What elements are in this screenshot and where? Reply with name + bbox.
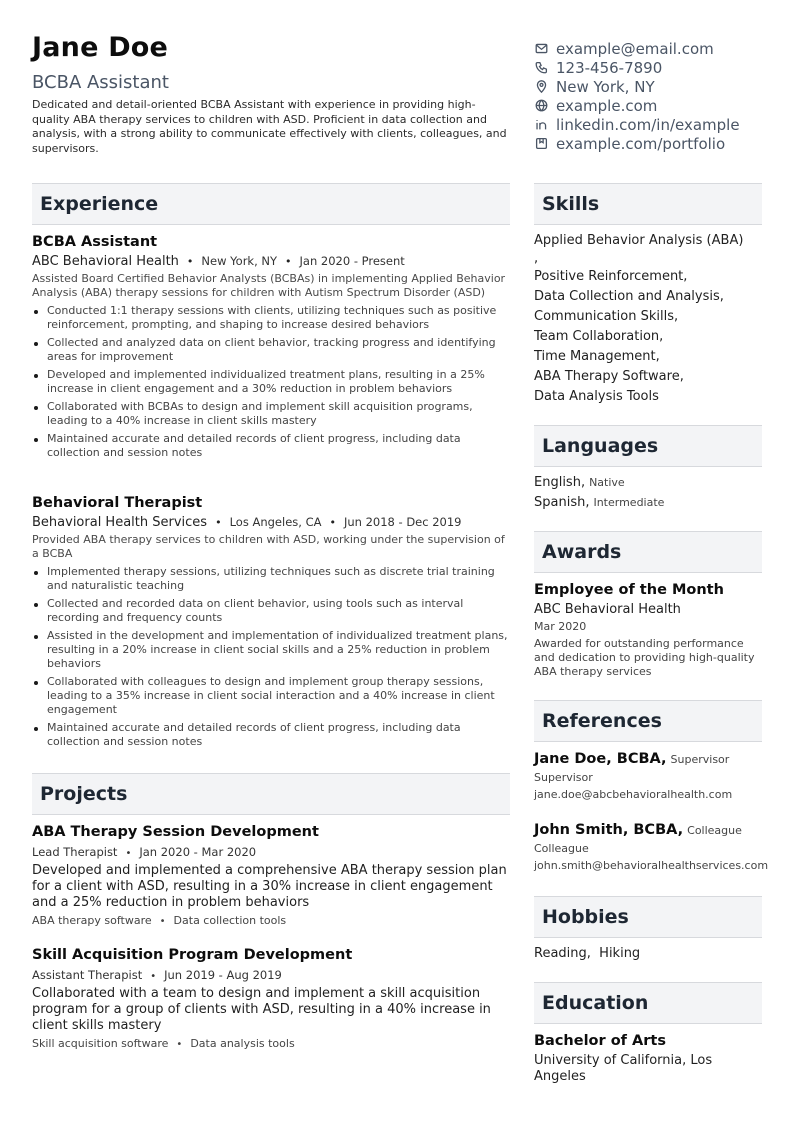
project-title: Skill Acquisition Program Development <box>32 947 353 963</box>
skills-list <box>534 231 743 407</box>
contact-email-text: example@email.com <box>556 39 714 58</box>
section-references-heading: References <box>534 700 762 742</box>
project-role: Lead Therapist <box>32 845 118 859</box>
language-item <box>534 493 664 513</box>
skill-item: Data Collection and Analysis, <box>534 289 724 304</box>
education-school: University of California, Los Angeles <box>534 1053 713 1084</box>
job-location: New York, NY <box>201 254 278 268</box>
reference-role: Supervisor <box>670 753 730 766</box>
phone-icon <box>534 61 548 75</box>
award-title: Employee of the Month <box>534 582 724 598</box>
candidate-title: BCBA Assistant <box>32 72 169 93</box>
skill-item: , <box>534 251 539 266</box>
mail-icon <box>534 42 548 56</box>
job-bullet: Developed and implemented individualized treatment plans, resulting in a 25% increase in client engagement and a 30% reduction in problem behaviors <box>32 368 510 396</box>
project-meta: Assistant Therapist • Jun 2019 - Aug 2019 <box>32 968 282 982</box>
skill-item: Time Management, <box>534 349 660 364</box>
skill-item: Team Collaboration, <box>534 329 664 344</box>
project-2 <box>32 947 510 1050</box>
language-name: Spanish, <box>534 495 590 510</box>
reference-role: Colleague <box>687 824 742 837</box>
section-languages-heading: Languages <box>534 425 762 467</box>
job-title: Behavioral Therapist <box>32 495 203 511</box>
project-tag: Skill acquisition software <box>32 1037 169 1050</box>
job-description: Provided ABA therapy services to children with ASD, working under the supervision of a BCBA <box>32 533 505 560</box>
job-title: BCBA Assistant <box>32 234 158 250</box>
job-1 <box>32 234 510 464</box>
linkedin-icon <box>534 118 548 132</box>
job-dates: Jan 2020 - Present <box>299 254 405 268</box>
project-role: Assistant Therapist <box>32 968 143 982</box>
reference-subtitle: Supervisor <box>534 771 593 784</box>
hobbies-list: Reading, Hiking <box>534 946 641 961</box>
reference-email[interactable]: john.smith@behavioralhealthservices.com <box>534 859 769 872</box>
reference-2 <box>534 822 768 872</box>
award-1 <box>534 582 762 679</box>
job-bullet: Collaborated with BCBAs to design and implement skill acquisition programs, leading to a 40% increase in client skills mastery <box>32 400 510 428</box>
reference-1 <box>534 751 732 801</box>
job-company: Behavioral Health Services <box>32 515 208 530</box>
section-education-heading: Education <box>534 982 762 1024</box>
languages-list <box>534 473 664 513</box>
job-bullet: Assisted in the development and implementation of individualized treatment plans, resulting in a 20% increase in client social skills and a 25% reduction in problem behaviors <box>32 629 510 671</box>
job-meta: Behavioral Health Services • Los Angeles, CA • Jun 2018 - Dec 2019 <box>32 515 462 530</box>
contact-linkedin[interactable] <box>534 115 740 134</box>
section-skills-heading: Skills <box>534 183 762 225</box>
reference-email[interactable]: jane.doe@abcbehavioralhealth.com <box>534 788 733 801</box>
job-2 <box>32 495 510 753</box>
project-tag: Data analysis tools <box>190 1037 295 1050</box>
project-tag: Data collection tools <box>173 914 287 927</box>
portfolio-icon <box>534 137 548 151</box>
project-meta: Lead Therapist • Jan 2020 - Mar 2020 <box>32 845 257 859</box>
project-dates: Jan 2020 - Mar 2020 <box>139 845 257 859</box>
project-1 <box>32 824 510 927</box>
skill-item: Data Analysis Tools <box>534 389 659 404</box>
contact-linkedin-text: linkedin.com/in/example <box>556 115 740 134</box>
globe-icon <box>534 99 548 113</box>
reference-subtitle: Colleague <box>534 842 589 855</box>
skill-item: Positive Reinforcement, <box>534 269 688 284</box>
reference-name <box>534 751 732 767</box>
award-date: Mar 2020 <box>534 620 587 633</box>
reference-name-text: Jane Doe, BCBA, <box>534 751 667 767</box>
project-description: Collaborated with a team to design and implement a skill acquisition program for a group of clients with ASD, resulting in a 40% increase in client skills mastery <box>32 986 491 1033</box>
job-dates: Jun 2018 - Dec 2019 <box>343 515 462 529</box>
contact-location-text: New York, NY <box>556 77 655 96</box>
job-meta: ABC Behavioral Health • New York, NY • Jan 2020 - Present <box>32 254 405 269</box>
job-bullet: Collaborated with colleagues to design and implement group therapy sessions, leading to a 35% increase in client social interaction and a 40% increase in client engagement <box>32 675 510 717</box>
skill-item: Communication Skills, <box>534 309 679 324</box>
job-bullets <box>32 304 510 460</box>
language-name: English, <box>534 475 586 490</box>
contact-phone-text: 123-456-7890 <box>556 58 663 77</box>
project-dates: Jun 2019 - Aug 2019 <box>164 968 282 982</box>
project-tags: Skill acquisition software • Data analysis tools <box>32 1037 295 1050</box>
section-experience-heading: Experience <box>32 183 510 225</box>
job-company: ABC Behavioral Health <box>32 254 179 269</box>
contact-website-text: example.com <box>556 96 658 115</box>
skill-item: ABA Therapy Software, <box>534 369 684 384</box>
education-item <box>534 1033 762 1085</box>
award-description: Awarded for outstanding performance and dedication to providing high-quality ABA therapy services <box>534 637 755 678</box>
summary: Dedicated and detail-oriented BCBA Assistant with experience in providing high-quality ABA therapy services to children with ASD. Proficient in data collection and analysis, with a strong ability to communicate effectively with clients, colleagues, and supervisors. <box>32 98 507 155</box>
map-pin-icon <box>534 80 548 94</box>
project-title: ABA Therapy Session Development <box>32 824 319 840</box>
section-hobbies-heading: Hobbies <box>534 896 762 938</box>
education-degree: Bachelor of Arts <box>534 1033 666 1049</box>
job-bullet: Maintained accurate and detailed records of client progress, including data collection and session notes <box>32 721 510 749</box>
job-bullets <box>32 565 510 749</box>
language-item <box>534 473 664 493</box>
contact-portfolio-text: example.com/portfolio <box>556 134 726 153</box>
project-tag: ABA therapy software <box>32 914 152 927</box>
job-bullet: Collected and analyzed data on client behavior, tracking progress and identifying areas for improvement <box>32 336 510 364</box>
project-description: Developed and implemented a comprehensive ABA therapy session plan for a client with ASD, resulting in a 30% increase in client engagement and a 25% reduction in problem behaviors <box>32 863 507 910</box>
job-location: Los Angeles, CA <box>229 515 322 529</box>
language-level: Intermediate <box>593 496 665 509</box>
language-level: Native <box>589 476 625 489</box>
section-awards-heading: Awards <box>534 531 762 573</box>
contact-list <box>534 39 740 153</box>
skill-item: Applied Behavior Analysis (ABA) <box>534 233 744 248</box>
project-tags: ABA therapy software • Data collection tools <box>32 914 287 927</box>
contact-location <box>534 77 740 96</box>
job-description: Assisted Board Certified Behavior Analysts (BCBAs) in implementing Applied Behavior Analysis (ABA) therapy sessions for children with Autism Spectrum Disorder (ASD) <box>32 272 506 299</box>
job-bullet: Conducted 1:1 therapy sessions with clients, utilizing techniques such as positive reinforcement, prompting, and shaping to increase desired behaviors <box>32 304 510 332</box>
section-projects-heading: Projects <box>32 773 510 815</box>
reference-name-text: John Smith, BCBA, <box>534 822 684 838</box>
job-bullet: Implemented therapy sessions, utilizing techniques such as discrete trial training and naturalistic teaching <box>32 565 510 593</box>
contact-website[interactable] <box>534 96 740 115</box>
job-bullet: Collected and recorded data on client behavior, using tools such as interval recording and frequency counts <box>32 597 510 625</box>
contact-email[interactable] <box>534 39 740 58</box>
award-org: ABC Behavioral Health <box>534 602 681 617</box>
candidate-name: Jane Doe <box>32 32 169 63</box>
reference-name <box>534 822 768 838</box>
job-bullet: Maintained accurate and detailed records of client progress, including data collection and session notes <box>32 432 510 460</box>
contact-phone[interactable] <box>534 58 740 77</box>
contact-portfolio[interactable] <box>534 134 740 153</box>
